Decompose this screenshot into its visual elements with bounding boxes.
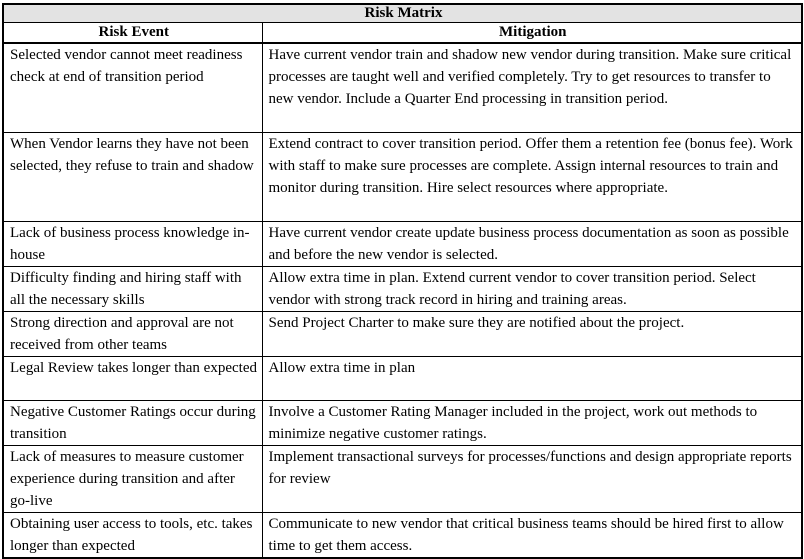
table-row	[3, 356, 802, 400]
column-header-risk-event: Risk Event	[3, 23, 262, 44]
table-row	[3, 400, 802, 445]
table-row	[3, 221, 802, 266]
mitigation-cell: Allow extra time in plan	[262, 356, 802, 400]
mitigation-cell: Have current vendor train and shadow new vendor during transition. Make sure critical processes are taught well and verified completely. Try to get resources to transfer to new vendor. Include a Quarter End processing in transition period.	[262, 43, 802, 132]
mitigation-cell: Have current vendor create update business process documentation as soon as possible and before the new vendor is selected.	[262, 221, 802, 266]
risk-event-cell: When Vendor learns they have not been selected, they refuse to train and shadow	[3, 132, 262, 221]
table-row	[3, 266, 802, 311]
risk-event-cell: Lack of measures to measure customer experience during transition and after go-live	[3, 445, 262, 512]
mitigation-cell: Allow extra time in plan. Extend current vendor to cover transition period. Select vendor with strong track record in hiring and training areas.	[262, 266, 802, 311]
risk-event-cell: Difficulty finding and hiring staff with all the necessary skills	[3, 266, 262, 311]
column-header-mitigation: Mitigation	[262, 23, 802, 44]
mitigation-cell: Communicate to new vendor that critical business teams should be hired first to allow time to get them access.	[262, 512, 802, 558]
mitigation-cell: Involve a Customer Rating Manager included in the project, work out methods to minimize negative customer ratings.	[262, 400, 802, 445]
table-row	[3, 445, 802, 512]
table-title: Risk Matrix	[3, 4, 802, 23]
risk-event-cell: Selected vendor cannot meet readiness check at end of transition period	[3, 43, 262, 132]
mitigation-cell: Send Project Charter to make sure they are notified about the project.	[262, 311, 802, 356]
table-row	[3, 43, 802, 132]
risk-event-cell: Negative Customer Ratings occur during transition	[3, 400, 262, 445]
risk-event-cell: Legal Review takes longer than expected	[3, 356, 262, 400]
risk-event-cell: Lack of business process knowledge in-house	[3, 221, 262, 266]
column-header-row	[3, 23, 802, 44]
risk-matrix-table	[2, 3, 803, 559]
table-title-row	[3, 4, 802, 23]
table-row	[3, 512, 802, 558]
mitigation-cell: Implement transactional surveys for processes/functions and design appropriate reports for review	[262, 445, 802, 512]
risk-event-cell: Obtaining user access to tools, etc. takes longer than expected	[3, 512, 262, 558]
table-row	[3, 311, 802, 356]
mitigation-cell: Extend contract to cover transition period. Offer them a retention fee (bonus fee). Work with staff to make sure processes are complete. Assign internal resources to train and monitor during transition. Hire select resources where appropriate.	[262, 132, 802, 221]
table-row	[3, 132, 802, 221]
risk-event-cell: Strong direction and approval are not received from other teams	[3, 311, 262, 356]
